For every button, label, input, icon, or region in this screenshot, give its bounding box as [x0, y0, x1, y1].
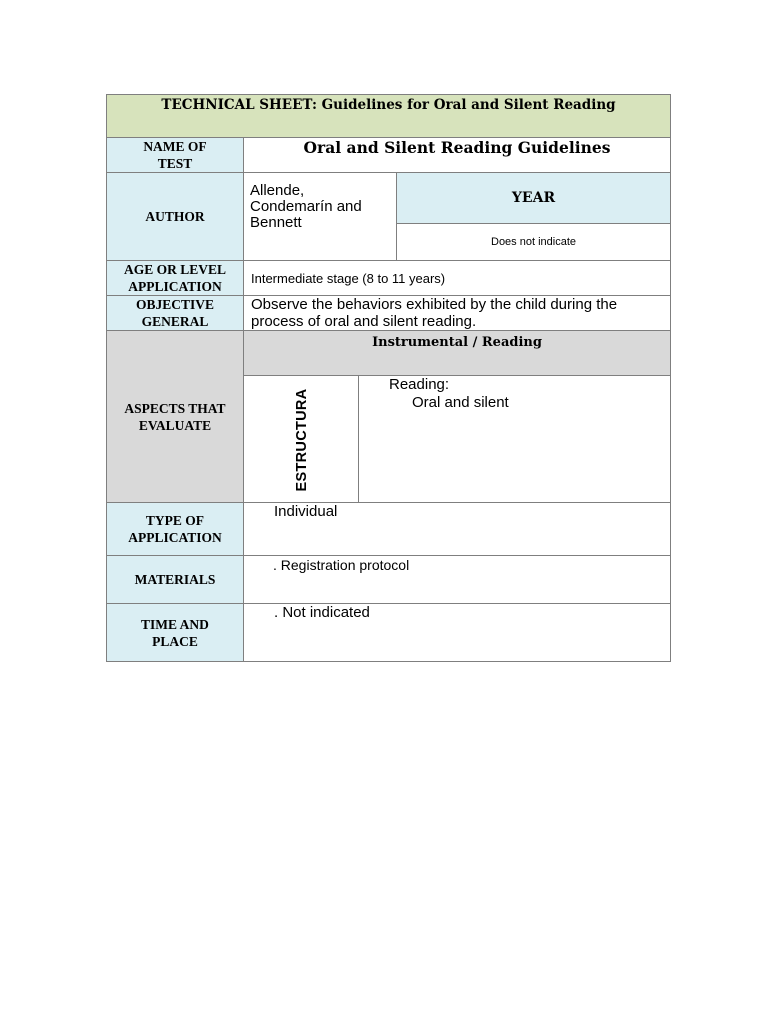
type-of-application-value-cell [244, 503, 671, 556]
objective-value: Observe the behaviors exhibited by the child during the process of oral and silent reading. [244, 296, 671, 331]
year-value: Does not indicate [397, 224, 671, 261]
age-level-value: Intermediate stage (8 to 11 years) [244, 261, 671, 296]
objective-label: OBJECTIVE GENERAL [107, 296, 244, 331]
aspects-label: ASPECTS THAT EVALUATE [107, 331, 244, 503]
structure-vertical-cell [244, 376, 359, 503]
time-and-place-label: TIME AND PLACE [107, 604, 244, 662]
materials-value: . Registration protocol [244, 556, 671, 604]
technical-sheet-table [106, 94, 671, 662]
aspects-header: Instrumental / Reading [244, 331, 671, 376]
type-of-application-value: Individual [274, 503, 338, 520]
year-label: YEAR [397, 173, 671, 224]
author-label: AUTHOR [107, 173, 244, 261]
materials-label: MATERIALS [107, 556, 244, 604]
age-level-label: AGE OR LEVEL APPLICATION [107, 261, 244, 296]
structure-vertical-label: ESTRUCTURA [294, 388, 310, 492]
name-of-test-value: Oral and Silent Reading Guidelines [244, 138, 671, 173]
sheet-title: TECHNICAL SHEET: Guidelines for Oral and Silent Reading [107, 95, 671, 138]
name-of-test-label: NAME OF TEST [107, 138, 244, 173]
aspects-subitem: Oral and silent [412, 394, 509, 411]
aspects-list [359, 376, 671, 503]
author-value: Allende, Condemarín and Bennett [244, 173, 397, 261]
aspects-item-label: Reading: [389, 376, 450, 393]
type-of-application-label: TYPE OF APPLICATION [107, 503, 244, 556]
time-and-place-value: . Not indicated [244, 604, 671, 662]
aspects-item [389, 376, 664, 394]
